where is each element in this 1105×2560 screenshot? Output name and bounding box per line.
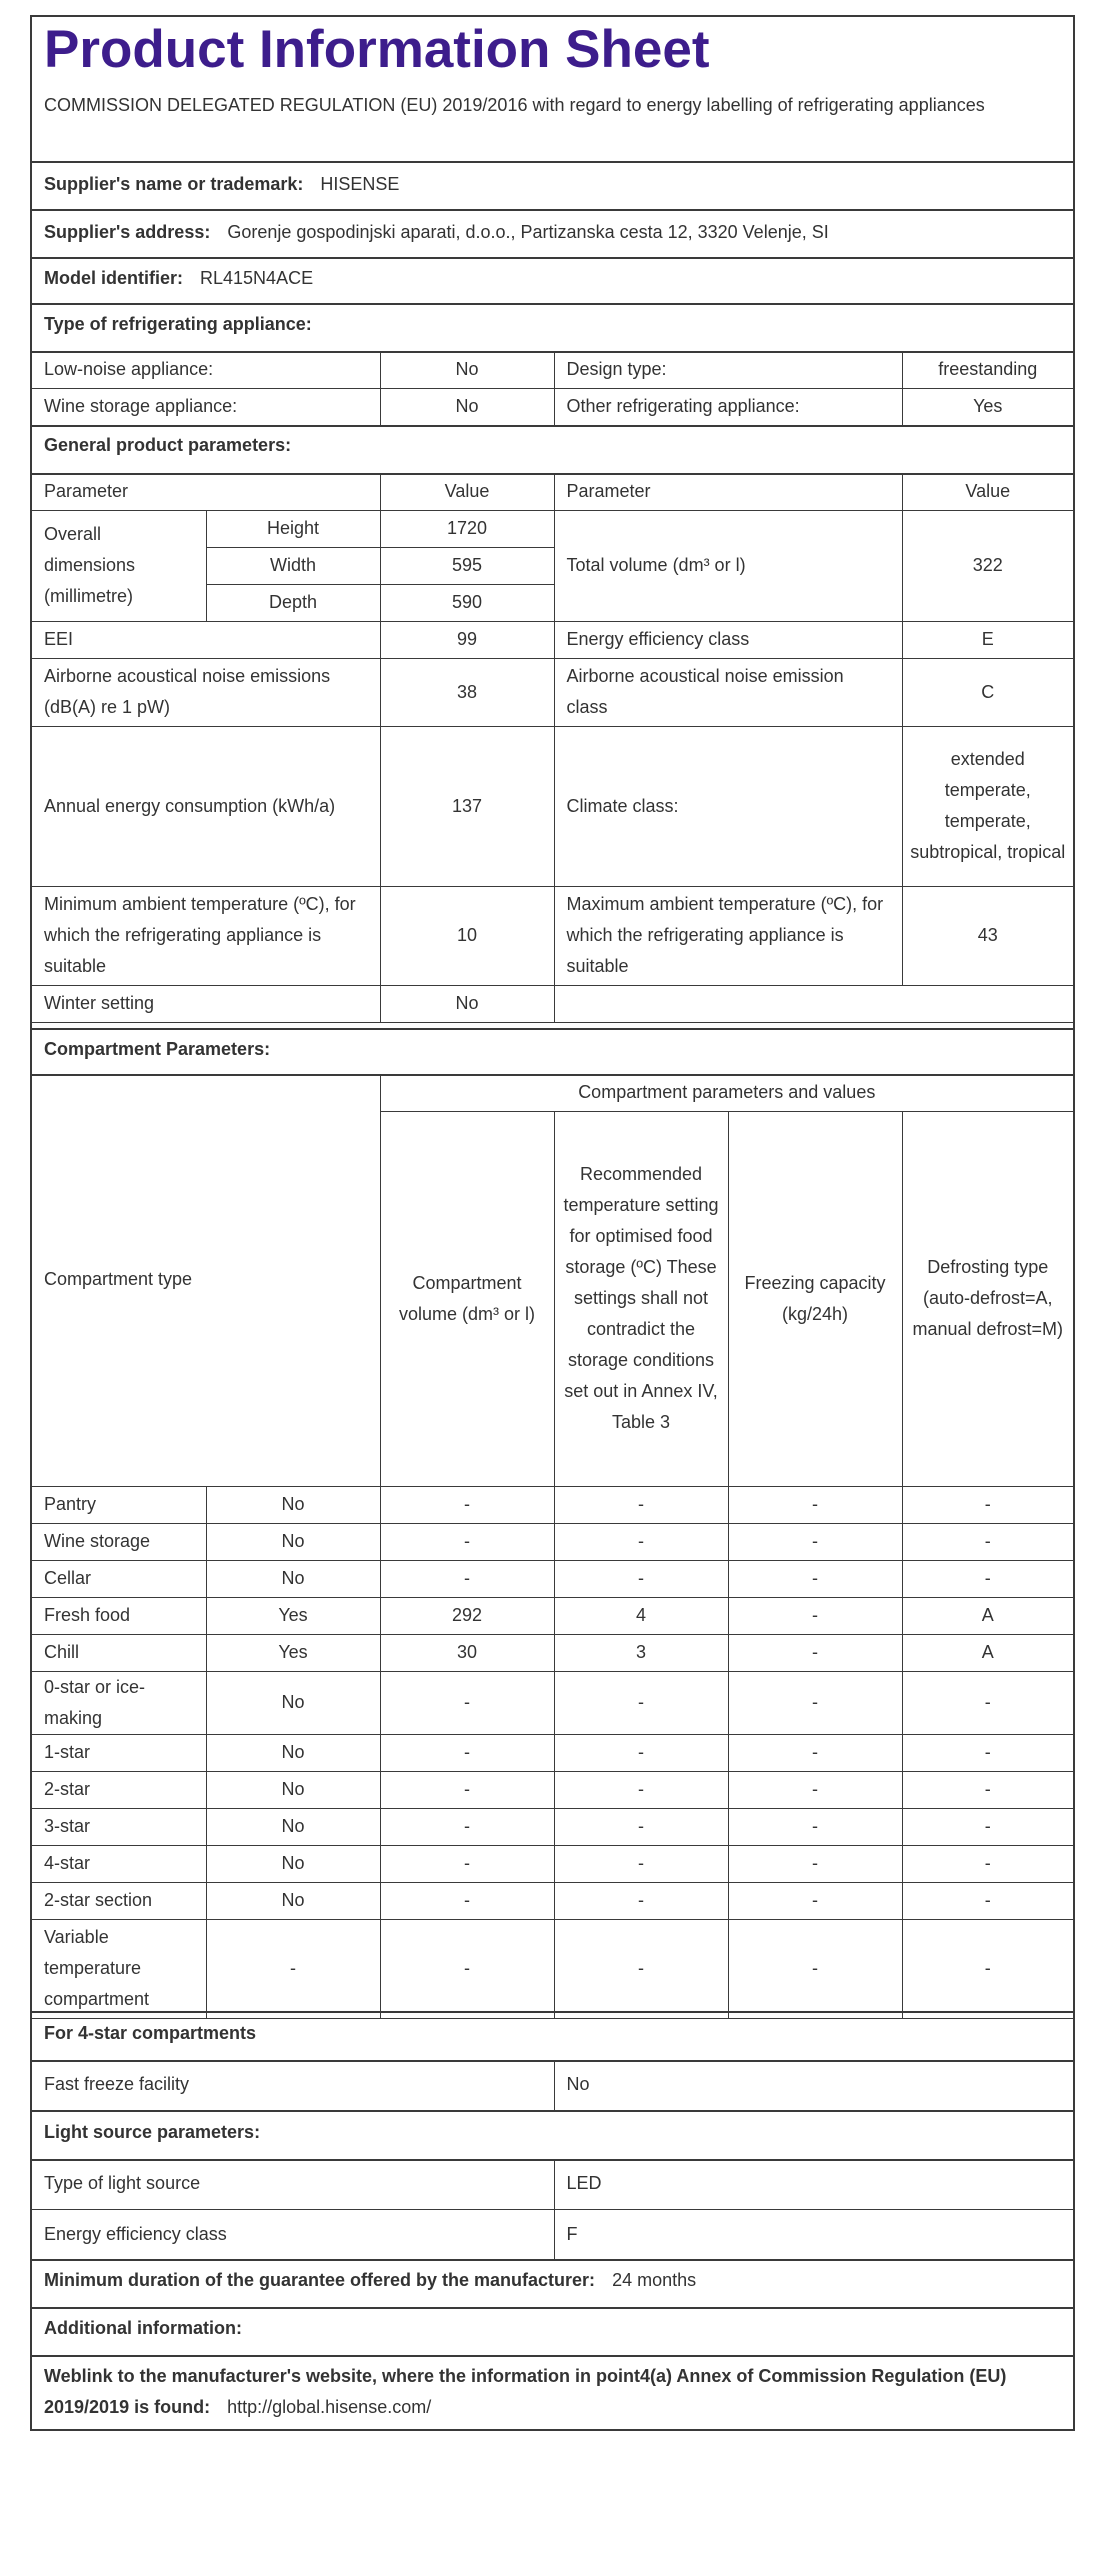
compartment-defrost: -	[902, 1845, 1073, 1882]
compartment-present: No	[206, 1671, 380, 1734]
table-row	[32, 2159, 1073, 2209]
appliance-type-heading: Type of refrigerating appliance:	[44, 314, 312, 334]
compartment-temperature: -	[554, 1734, 728, 1771]
compartment-temperature: -	[554, 1808, 728, 1845]
compartment-defrost: A	[902, 1597, 1073, 1634]
compartment-defrost: -	[902, 1771, 1073, 1808]
compartment-freezing: -	[728, 1734, 902, 1771]
winter-setting-label: Winter setting	[32, 985, 380, 1022]
compartment-name: 4-star	[32, 1845, 206, 1882]
table-row	[32, 621, 1073, 658]
fast-freeze-value: No	[554, 2060, 1073, 2110]
compartment-present: Yes	[206, 1634, 380, 1671]
page-title: Product Information Sheet	[44, 20, 710, 79]
depth-value: 590	[380, 584, 554, 621]
compartment-row	[32, 1560, 1073, 1597]
climate-class-value: extended temperate, temperate, subtropical, tropical	[902, 726, 1073, 886]
compartment-volume: -	[380, 1671, 554, 1734]
total-volume-value: 322	[902, 510, 1073, 621]
compartment-present: -	[206, 1919, 380, 2018]
weblink-row	[44, 2361, 1054, 2423]
compartment-volume: -	[380, 1808, 554, 1845]
total-volume-label: Total volume (dm³ or l)	[554, 510, 902, 621]
noise-emissions-label: Airborne acoustical noise emissions (dB(A) re 1 pW)	[32, 658, 380, 726]
table-row	[32, 351, 1073, 388]
table-row	[32, 2209, 1073, 2259]
other-appliance-label: Other refrigerating appliance:	[554, 388, 902, 425]
compartment-freezing: -	[728, 1808, 902, 1845]
compartment-freezing: -	[728, 1771, 902, 1808]
compartment-name: 3-star	[32, 1808, 206, 1845]
compartment-group-header: Compartment parameters and values	[380, 1074, 1073, 1111]
design-type-label: Design type:	[554, 351, 902, 388]
guarantee-row	[44, 2270, 696, 2291]
compartment-defrost: A	[902, 1634, 1073, 1671]
light-source-table	[32, 2159, 1073, 2260]
light-source-heading: Light source parameters:	[44, 2122, 261, 2142]
four-star-heading: For 4-star compartments	[44, 2023, 257, 2043]
divider	[32, 2110, 1073, 2112]
col-parameter-header: Parameter	[554, 473, 902, 510]
compartment-present: Yes	[206, 1597, 380, 1634]
min-temperature-value: 10	[380, 886, 554, 985]
col-parameter-header: Parameter	[32, 473, 380, 510]
eei-label: EEI	[32, 621, 380, 658]
compartment-name: 2-star	[32, 1771, 206, 1808]
compartment-defrost: -	[902, 1523, 1073, 1560]
table-row	[32, 2060, 1073, 2110]
noise-class-value: C	[902, 658, 1073, 726]
guarantee-value: 24 months	[612, 2270, 697, 2290]
compartment-defrost: -	[902, 1919, 1073, 2018]
height-value: 1720	[380, 510, 554, 547]
compartment-present: No	[206, 1882, 380, 1919]
divider	[32, 2259, 1073, 2261]
compartment-row	[32, 1771, 1073, 1808]
supplier-address-row	[44, 222, 829, 243]
eei-value: 99	[380, 621, 554, 658]
compartment-volume: -	[380, 1845, 554, 1882]
compartment-temperature: -	[554, 1845, 728, 1882]
compartment-name: Variable temperature compartment	[32, 1919, 206, 2018]
table-row	[32, 473, 1073, 510]
compartment-name: Pantry	[32, 1486, 206, 1523]
compartment-present: No	[206, 1845, 380, 1882]
table-row	[32, 388, 1073, 425]
divider	[32, 161, 1073, 163]
compartment-freezing: -	[728, 1671, 902, 1734]
wine-storage-label: Wine storage appliance:	[32, 388, 380, 425]
supplier-address-label: Supplier's address:	[44, 222, 211, 242]
regulation-subtitle: COMMISSION DELEGATED REGULATION (EU) 2019/2016 with regard to energy labelling of refrigerating appliances	[44, 95, 985, 115]
light-type-value: LED	[554, 2159, 1073, 2209]
compartment-temperature: -	[554, 1560, 728, 1597]
compartment-volume: -	[380, 1919, 554, 2018]
empty-cell	[554, 985, 1073, 1022]
divider	[32, 1028, 1073, 1030]
wine-storage-value: No	[380, 388, 554, 425]
compartment-temperature: -	[554, 1771, 728, 1808]
noise-emissions-value: 38	[380, 658, 554, 726]
divider	[32, 2011, 1073, 2013]
compartment-temperature: -	[554, 1882, 728, 1919]
supplier-name-label: Supplier's name or trademark:	[44, 174, 304, 194]
compartment-row	[32, 1808, 1073, 1845]
annual-energy-label: Annual energy consumption (kWh/a)	[32, 726, 380, 886]
width-label: Width	[206, 547, 380, 584]
product-information-sheet	[30, 15, 1075, 2431]
width-value: 595	[380, 547, 554, 584]
compartment-name: 0-star or ice-making	[32, 1671, 206, 1734]
winter-setting-value: No	[380, 985, 554, 1022]
table-row	[32, 985, 1073, 1022]
guarantee-label: Minimum duration of the guarantee offered by the manufacturer:	[44, 2270, 596, 2290]
supplier-name-value: HISENSE	[320, 174, 400, 194]
noise-class-label: Airborne acoustical noise emission class	[554, 658, 902, 726]
compartment-present: No	[206, 1771, 380, 1808]
compartment-name: Cellar	[32, 1560, 206, 1597]
compartment-present: No	[206, 1523, 380, 1560]
compartment-defrost: -	[902, 1882, 1073, 1919]
height-label: Height	[206, 510, 380, 547]
four-star-table	[32, 2060, 1073, 2111]
table-row	[32, 510, 1073, 547]
compartment-temperature: -	[554, 1486, 728, 1523]
max-temperature-label: Maximum ambient temperature (ºC), for which the refrigerating appliance is suitable	[554, 886, 902, 985]
compartment-row	[32, 1919, 1073, 2018]
model-identifier-value: RL415N4ACE	[200, 268, 314, 288]
divider	[32, 425, 1073, 427]
divider	[32, 2355, 1073, 2357]
col-freezing-capacity: Freezing capacity (kg/24h)	[728, 1111, 902, 1486]
appliance-type-table	[32, 351, 1073, 426]
annual-energy-value: 137	[380, 726, 554, 886]
compartment-freezing: -	[728, 1919, 902, 2018]
compartment-name: Wine storage	[32, 1523, 206, 1560]
model-identifier-row	[44, 268, 313, 289]
min-temperature-label: Minimum ambient temperature (ºC), for which the refrigerating appliance is suitable	[32, 886, 380, 985]
compartment-volume: -	[380, 1560, 554, 1597]
divider	[32, 303, 1073, 305]
weblink-label: Weblink to the manufacturer's website, where the information in point4(a) Annex of Commission Regulation (EU) 2019/2019 is found:	[44, 2366, 1007, 2417]
compartment-defrost: -	[902, 1671, 1073, 1734]
compartment-defrost: -	[902, 1560, 1073, 1597]
compartment-parameters-heading: Compartment Parameters:	[44, 1039, 271, 1059]
supplier-address-value: Gorenje gospodinjski aparati, d.o.o., Partizanska cesta 12, 3320 Velenje, SI	[227, 222, 829, 242]
col-value-header: Value	[380, 473, 554, 510]
table-row	[32, 886, 1073, 985]
compartment-name: Fresh food	[32, 1597, 206, 1634]
compartment-temperature: -	[554, 1523, 728, 1560]
compartment-row	[32, 1523, 1073, 1560]
light-type-label: Type of light source	[32, 2159, 554, 2209]
col-value-header: Value	[902, 473, 1073, 510]
compartment-freezing: -	[728, 1634, 902, 1671]
general-parameters-heading: General product parameters:	[44, 435, 292, 455]
compartment-row	[32, 1882, 1073, 1919]
compartment-freezing: -	[728, 1560, 902, 1597]
divider	[32, 2307, 1073, 2309]
energy-class-label: Energy efficiency class	[554, 621, 902, 658]
overall-dimensions-label: Overall dimensions (millimetre)	[32, 510, 206, 621]
divider	[32, 257, 1073, 259]
compartment-volume: 30	[380, 1634, 554, 1671]
compartment-volume: -	[380, 1734, 554, 1771]
table-row	[32, 1074, 1073, 1111]
compartment-row	[32, 1634, 1073, 1671]
col-compartment-type: Compartment type	[32, 1074, 380, 1486]
compartment-volume: -	[380, 1771, 554, 1808]
compartment-row	[32, 1845, 1073, 1882]
fast-freeze-label: Fast freeze facility	[32, 2060, 554, 2110]
compartment-name: 2-star section	[32, 1882, 206, 1919]
col-compartment-volume: Compartment volume (dm³ or l)	[380, 1111, 554, 1486]
additional-information-label: Additional information:	[44, 2318, 242, 2338]
compartment-present: No	[206, 1486, 380, 1523]
compartment-temperature: -	[554, 1671, 728, 1734]
compartment-row	[32, 1734, 1073, 1771]
climate-class-label: Climate class:	[554, 726, 902, 886]
depth-label: Depth	[206, 584, 380, 621]
compartment-temperature: 3	[554, 1634, 728, 1671]
col-recommended-temperature: Recommended temperature setting for optimised food storage (ºC) These settings shall not contradict the storage conditions set out in Annex IV, Table 3	[554, 1111, 728, 1486]
compartment-row	[32, 1671, 1073, 1734]
compartment-row	[32, 1486, 1073, 1523]
compartment-name: Chill	[32, 1634, 206, 1671]
light-class-label: Energy efficiency class	[32, 2209, 554, 2259]
energy-class-value: E	[902, 621, 1073, 658]
compartment-freezing: -	[728, 1486, 902, 1523]
divider	[32, 209, 1073, 211]
other-appliance-value: Yes	[902, 388, 1073, 425]
compartment-present: No	[206, 1734, 380, 1771]
compartment-freezing: -	[728, 1523, 902, 1560]
compartment-defrost: -	[902, 1808, 1073, 1845]
design-type-value: freestanding	[902, 351, 1073, 388]
max-temperature-value: 43	[902, 886, 1073, 985]
supplier-name-row	[44, 174, 399, 195]
model-identifier-label: Model identifier:	[44, 268, 183, 288]
compartment-present: No	[206, 1560, 380, 1597]
compartment-freezing: -	[728, 1882, 902, 1919]
compartment-volume: 292	[380, 1597, 554, 1634]
table-row	[32, 658, 1073, 726]
compartment-volume: -	[380, 1882, 554, 1919]
compartment-freezing: -	[728, 1845, 902, 1882]
weblink-value[interactable]: http://global.hisense.com/	[227, 2397, 432, 2417]
low-noise-label: Low-noise appliance:	[32, 351, 380, 388]
compartment-volume: -	[380, 1523, 554, 1560]
compartment-volume: -	[380, 1486, 554, 1523]
compartment-name: 1-star	[32, 1734, 206, 1771]
compartment-temperature: 4	[554, 1597, 728, 1634]
table-row	[32, 726, 1073, 886]
compartment-freezing: -	[728, 1597, 902, 1634]
compartment-defrost: -	[902, 1486, 1073, 1523]
col-defrosting-type: Defrosting type (auto-defrost=A, manual defrost=M)	[902, 1111, 1073, 1486]
light-class-value: F	[554, 2209, 1073, 2259]
compartment-temperature: -	[554, 1919, 728, 2018]
general-parameters-table	[32, 473, 1073, 1023]
compartment-present: No	[206, 1808, 380, 1845]
compartment-defrost: -	[902, 1734, 1073, 1771]
compartment-row	[32, 1597, 1073, 1634]
compartment-table	[32, 1074, 1073, 2019]
low-noise-value: No	[380, 351, 554, 388]
